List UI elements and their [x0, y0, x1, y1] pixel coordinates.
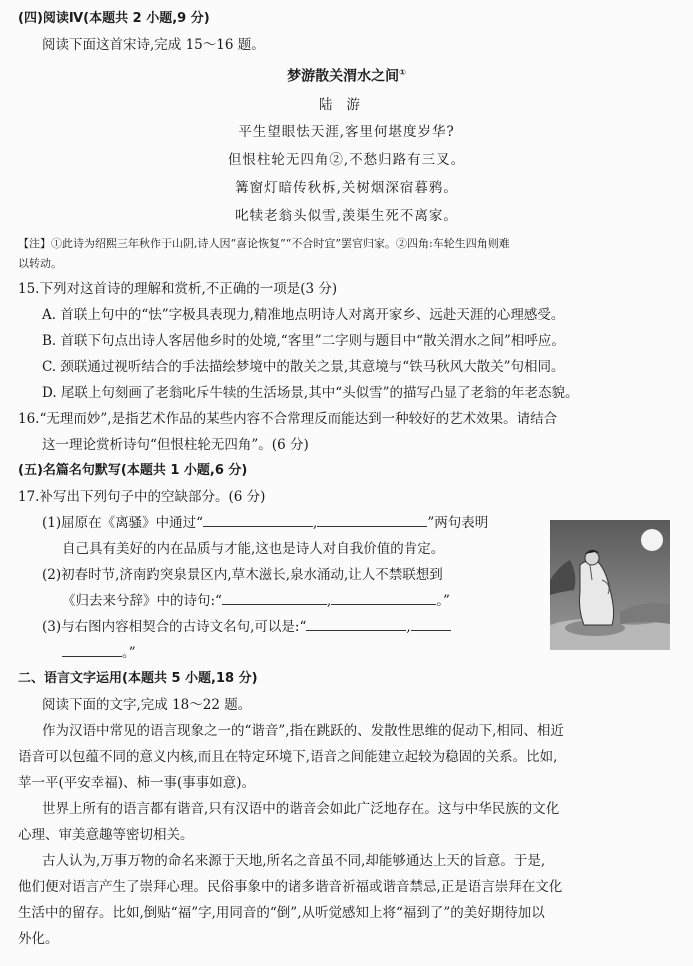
- poem-author: 陆游: [319, 96, 374, 113]
- q17-blank-6a[interactable]: [411, 616, 451, 631]
- q15-option-d: D. 尾联上句刻画了老翁叱斥牛犊的生活场景,其中“头似雪”的描写凸显了老翁的年老态貌。: [42, 384, 579, 401]
- q17-item2-prefix: 《归去来兮辞》中的诗句:“: [62, 592, 222, 609]
- poem-title-note: ①: [399, 68, 406, 77]
- q15-option-c: C. 颈联通过视听结合的手法描绘梦境中的散关之景,其意境与“铁马秋风大散关”句相同。: [42, 358, 565, 375]
- section5-heading: (五)名篇名句默写(本题共 1 小题,6 分): [18, 462, 248, 478]
- scholar-moon-illustration: [550, 520, 670, 650]
- section4-instruction: 阅读下面这首宋诗,完成 15～16 题。: [42, 37, 265, 53]
- q16-line-1: 16.“无理而妙”,是指艺术作品的某些内容不合常理反而能达到一种较好的艺术效果。请结合: [18, 410, 558, 427]
- passage-p1-line-3: 苹一平(平安幸福)、柿一事(事事如意)。: [18, 774, 256, 791]
- q17-blank-5[interactable]: [306, 616, 406, 631]
- poem-line-4: 叱犊老翁头似雪,羡渠生死不离家。: [235, 207, 458, 224]
- q17-item2-suffix: 。”: [436, 592, 450, 609]
- q17-blank-3[interactable]: [222, 590, 327, 605]
- q17-item3-prefix: (3)与右图内容相契合的古诗文名句,可以是:“: [42, 618, 307, 635]
- poem-line-3: 篝窗灯暗传秋柝,关树烟深宿暮鸦。: [235, 179, 458, 196]
- q15-option-b: B. 首联下句点出诗人客居他乡时的处境,“客里”二字则与题目中“散关渭水之间”相呼应。: [42, 332, 565, 349]
- q17-item3-comma: ,: [406, 618, 411, 635]
- q17-blank-2[interactable]: [317, 512, 427, 527]
- q17-item3-suffix: 。”: [122, 644, 136, 661]
- q17-item1-comma: ,: [313, 514, 318, 531]
- poem-line-2: [18, 146, 675, 174]
- poem-line-2b: ②,不愁归路有三叉。: [329, 151, 466, 168]
- passage-p2-line-1: 世界上所有的语言都有谐音,只有汉语中的谐音会如此广泛地存在。这与中华民族的文化: [42, 800, 560, 817]
- q17-item-2: (2)初春时节,济南趵突泉景区内,草木滋长,泉水涌动,让人不禁联想到: [42, 566, 443, 583]
- poem-line-1: 平生望眼怯天涯,客里何堪度岁华?: [238, 123, 455, 140]
- q17-item1-prefix: (1)屈原在《离骚》中通过“: [42, 514, 204, 531]
- q15-option-a: A. 首联上句中的“怯”字极具表现力,精准地点明诗人对离开家乡、远赴天涯的心理感受。: [42, 306, 565, 323]
- moon-icon: [641, 529, 663, 551]
- poem-title: [18, 58, 675, 92]
- passage-p3-line-2: 他们便对语言产生了崇拜心理。民俗事象中的诸多谐音祈福或谐音禁忌,正是语言崇拜在文化: [18, 878, 563, 895]
- q16-line-2: 这一理论赏析诗句“但恨柱轮无四角”。(6 分): [42, 436, 309, 453]
- passage-p1-line-1: 作为汉语中常见的语言现象之一的“谐音”,指在跳跃的、发散性思维的促动下,相同、相近: [42, 722, 564, 739]
- poem-note: [18, 234, 675, 274]
- passage-p3-line-3: 生活中的留存。比如,倒贴“福”字,用同音的“倒”,从听觉感知上将“福到了”的美好期待加以: [18, 904, 545, 921]
- q17-blank-4[interactable]: [331, 590, 436, 605]
- q17-item2-comma: ,: [326, 592, 332, 609]
- poem-note-line-2: 以转动。: [18, 256, 62, 270]
- q17-item1-suffix: ”两句表明: [427, 514, 489, 531]
- poem-title-text: 梦游散关渭水之间: [287, 68, 400, 85]
- q17-item-1-cont: 自己具有美好的内在品质与才能,这也是诗人对自我价值的肯定。: [62, 540, 445, 557]
- section2-instruction: 阅读下面的文字,完成 18～22 题。: [42, 696, 252, 713]
- passage-p3-line-4: 外化。: [18, 930, 59, 947]
- q17-blank-6b[interactable]: [62, 642, 122, 657]
- q17-stem: 17.补写出下列句子中的空缺部分。(6 分): [18, 488, 266, 505]
- q17-blank-1[interactable]: [203, 512, 313, 527]
- passage-p1-line-2: 语音可以包蕴不同的意义内核,而且在特定环境下,语音之间能建立起较为稳固的关系。比如,: [18, 748, 558, 765]
- poem-note-line-1: 【注】①此诗为绍熙三年秋作于山阴,诗人因“喜论恢复”“不合时宜”罢官归家。②四角:车轮生四角则难: [18, 236, 510, 250]
- q15-stem: 15.下列对这首诗的理解和赏析,不正确的一项是(3 分): [18, 280, 338, 297]
- poem-line-2a: 但恨柱轮无四角: [227, 151, 330, 168]
- section4-heading: (四)阅读Ⅳ(本题共 2 小题,9 分): [18, 11, 210, 26]
- section2-heading: 二、语言文字运用(本题共 5 小题,18 分): [18, 670, 258, 686]
- passage-p3-line-1: 古人认为,万事万物的命名来源于天地,所名之音虽不同,却能够通达上天的旨意。于是,: [42, 852, 546, 869]
- passage-p2-line-2: 心理、审美意趣等密切相关。: [18, 826, 194, 843]
